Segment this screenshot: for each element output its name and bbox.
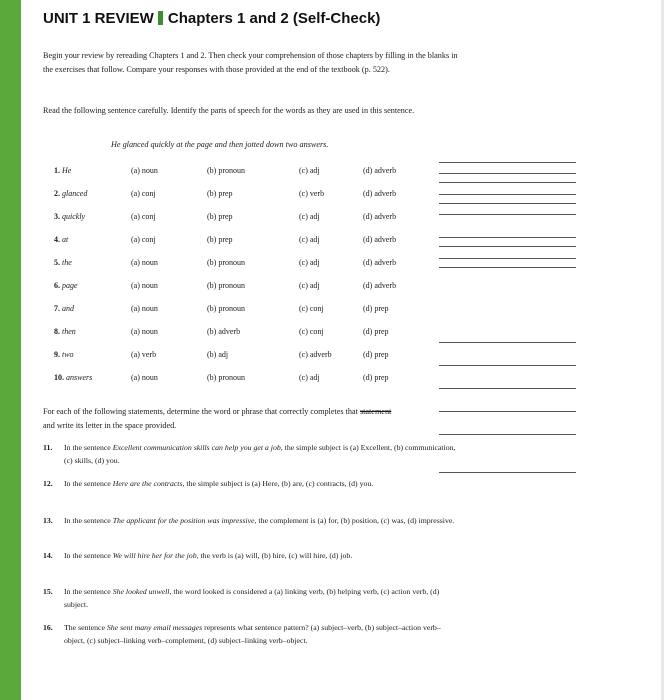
option-c: (c) adverb	[299, 350, 332, 359]
sample-sentence: He glanced quickly at the page and then jotted down two answers.	[111, 140, 329, 149]
option-d: (d) prep	[363, 327, 389, 336]
question-row	[21, 302, 461, 316]
option-c: (c) adj	[299, 281, 320, 290]
answer-blank-line[interactable]	[439, 472, 576, 473]
question-row	[21, 325, 461, 339]
question-label	[54, 164, 71, 178]
answer-blank-line[interactable]	[439, 203, 576, 204]
instructions-tail: and write its letter in the space provided.	[43, 420, 177, 430]
item-text	[64, 514, 459, 527]
item-text	[64, 585, 459, 611]
item-text-pre: In the sentence	[64, 443, 113, 452]
question-number: 8.	[54, 327, 60, 336]
title-separator	[158, 11, 163, 25]
option-c: (c) conj	[299, 327, 324, 336]
item-number: 11.	[43, 443, 53, 452]
question-number: 7.	[54, 304, 60, 313]
option-b: (b) pronoun	[207, 373, 245, 382]
answer-blank-line[interactable]	[439, 365, 576, 366]
item-text-pre: In the sentence	[64, 479, 113, 488]
completion-instructions	[43, 405, 578, 432]
option-d: (d) adverb	[363, 235, 397, 244]
option-c: (c) adj	[299, 212, 320, 221]
option-d: (d) prep	[363, 304, 389, 313]
question-number: 6.	[54, 281, 60, 290]
option-a: (a) conj	[131, 189, 156, 198]
question-number: 9.	[54, 350, 60, 359]
question-word: page	[62, 281, 78, 290]
worksheet-page	[21, 0, 661, 700]
option-b: (b) adverb	[207, 327, 241, 336]
item-text	[64, 621, 459, 647]
item-example-sentence: She looked unwell,	[112, 587, 172, 596]
item-number: 15.	[43, 587, 53, 596]
option-b: (b) pronoun	[207, 304, 245, 313]
item-text-pre: The sentence	[64, 623, 107, 632]
question-number: 4.	[54, 235, 60, 244]
answer-blank-line[interactable]	[439, 173, 576, 174]
option-b: (b) adj	[207, 350, 229, 359]
instructions-main: For each of the following statements, determine the word or phrase that correctly completes that	[43, 407, 358, 416]
question-number: 3.	[54, 212, 60, 221]
answer-blank-line[interactable]	[439, 182, 576, 183]
answer-blank-line[interactable]	[439, 214, 576, 215]
intro-paragraph: Begin your review by rereading Chapters 1 and 2. Then check your comprehension of those chapters by filling in the blanks in the exercises that follow. Compare your responses with those provided at the end of the textbook (p. 522).	[43, 51, 458, 74]
option-d: (d) adverb	[363, 166, 397, 175]
option-c: (c) verb	[299, 189, 325, 198]
option-a: (a) conj	[131, 235, 156, 244]
item-example-sentence: Here are the contracts,	[112, 479, 185, 488]
question-label	[54, 210, 85, 224]
question-row	[21, 371, 461, 385]
question-row	[21, 164, 461, 178]
answer-blank-line[interactable]	[439, 162, 576, 163]
item-example-sentence: She sent many email messages	[106, 623, 203, 632]
option-d: (d) adverb	[363, 212, 397, 221]
answer-blank-line[interactable]	[439, 258, 576, 259]
question-number: 2.	[54, 189, 60, 198]
item-text-post: the word looked is considered a (a) linking verb, (b) helping verb, (c) action verb, (d) subject.	[64, 587, 440, 609]
option-a: (a) verb	[131, 350, 157, 359]
answer-blank-line[interactable]	[439, 342, 576, 343]
question-word: glanced	[62, 189, 88, 198]
option-d: (d) prep	[363, 350, 389, 359]
question-word: answers	[66, 373, 93, 382]
answer-blank-line[interactable]	[439, 434, 576, 435]
item-text-pre: In the sentence	[64, 587, 113, 596]
item-number: 14.	[43, 551, 53, 560]
answer-blank-line[interactable]	[439, 237, 576, 238]
answer-blank-line[interactable]	[439, 267, 576, 268]
option-d: (d) prep	[363, 373, 389, 382]
question-label	[54, 348, 74, 362]
question-label	[54, 302, 74, 316]
question-label	[54, 187, 87, 201]
item-text	[64, 441, 459, 467]
unit-label: UNIT 1 REVIEW	[43, 10, 154, 27]
item-example-sentence: We will hire her for the job,	[112, 551, 199, 560]
item-example-sentence: Excellent communication skills can help you get a job,	[112, 443, 283, 452]
question-word: He	[62, 166, 72, 175]
page-title	[43, 10, 380, 27]
item-number: 12.	[43, 479, 53, 488]
question-number: 1.	[54, 166, 60, 175]
item-text-pre: In the sentence	[64, 551, 113, 560]
question-number: 10.	[54, 373, 64, 382]
option-b: (b) prep	[207, 189, 233, 198]
item-text-post: the simple subject is (a) Here, (b) are, (c) contracts, (d) you.	[184, 479, 374, 488]
option-a: (a) conj	[131, 212, 156, 221]
chapters-label: Chapters 1 and 2 (Self-Check)	[167, 10, 381, 27]
option-a: (a) noun	[131, 327, 158, 336]
green-margin-bar	[0, 0, 21, 700]
item-text-pre: In the sentence	[64, 516, 113, 525]
option-a: (a) noun	[131, 304, 158, 313]
option-c: (c) adj	[299, 235, 320, 244]
question-row	[21, 256, 461, 270]
option-c: (c) adj	[299, 166, 320, 175]
option-a: (a) noun	[131, 281, 158, 290]
question-row	[21, 233, 461, 247]
question-label	[54, 256, 72, 270]
answer-blank-line[interactable]	[439, 246, 576, 247]
item-example-sentence: The applicant for the position was impressive,	[112, 516, 257, 525]
question-word: two	[62, 350, 74, 359]
question-word: the	[62, 258, 72, 267]
option-a: (a) noun	[131, 258, 158, 267]
option-d: (d) adverb	[363, 258, 397, 267]
option-b: (b) prep	[207, 235, 233, 244]
question-label	[54, 371, 92, 385]
question-row	[21, 348, 461, 362]
question-label	[54, 279, 78, 293]
option-d: (d) adverb	[363, 281, 397, 290]
item-text-post: represents what sentence pattern? (a) subject–verb, (b) subject–action verb–object, (c) subject–linking verb–complement, (d) subject–linking verb–object.	[64, 623, 441, 645]
question-row	[21, 210, 461, 224]
question-number: 5.	[54, 258, 60, 267]
parts-of-speech-instructions: Read the following sentence carefully. Identify the parts of speech for the words as they are used in this sentence.	[43, 106, 415, 115]
option-d: (d) adverb	[363, 189, 397, 198]
answer-blank-line[interactable]	[439, 194, 576, 195]
question-row	[21, 187, 461, 201]
instructions-struck-word: statement	[359, 407, 392, 416]
question-label	[54, 233, 68, 247]
option-a: (a) noun	[131, 373, 158, 382]
question-row	[21, 279, 461, 293]
option-b: (b) pronoun	[207, 281, 245, 290]
item-number: 16.	[43, 623, 53, 632]
item-text	[64, 477, 459, 490]
item-text-post: the simple subject is (a) Excellent, (b) communication, (c) skills, (d) you.	[64, 443, 456, 465]
option-c: (c) conj	[299, 304, 324, 313]
item-number: 13.	[43, 516, 53, 525]
question-label	[54, 325, 76, 339]
option-a: (a) noun	[131, 166, 158, 175]
option-b: (b) pronoun	[207, 166, 245, 175]
item-text-post: the verb is (a) will, (b) hire, (c) will hire, (d) job.	[198, 551, 353, 560]
question-word: at	[62, 235, 69, 244]
item-text-post: the complement is (a) for, (b) position, (c) was, (d) impressive.	[256, 516, 455, 525]
item-text	[64, 549, 459, 562]
answer-blank-line[interactable]	[439, 388, 576, 389]
option-c: (c) adj	[299, 258, 320, 267]
question-word: quickly	[62, 212, 86, 221]
question-word: then	[62, 327, 76, 336]
option-b: (b) pronoun	[207, 258, 245, 267]
option-b: (b) prep	[207, 212, 233, 221]
option-c: (c) adj	[299, 373, 320, 382]
question-word: and	[62, 304, 74, 313]
